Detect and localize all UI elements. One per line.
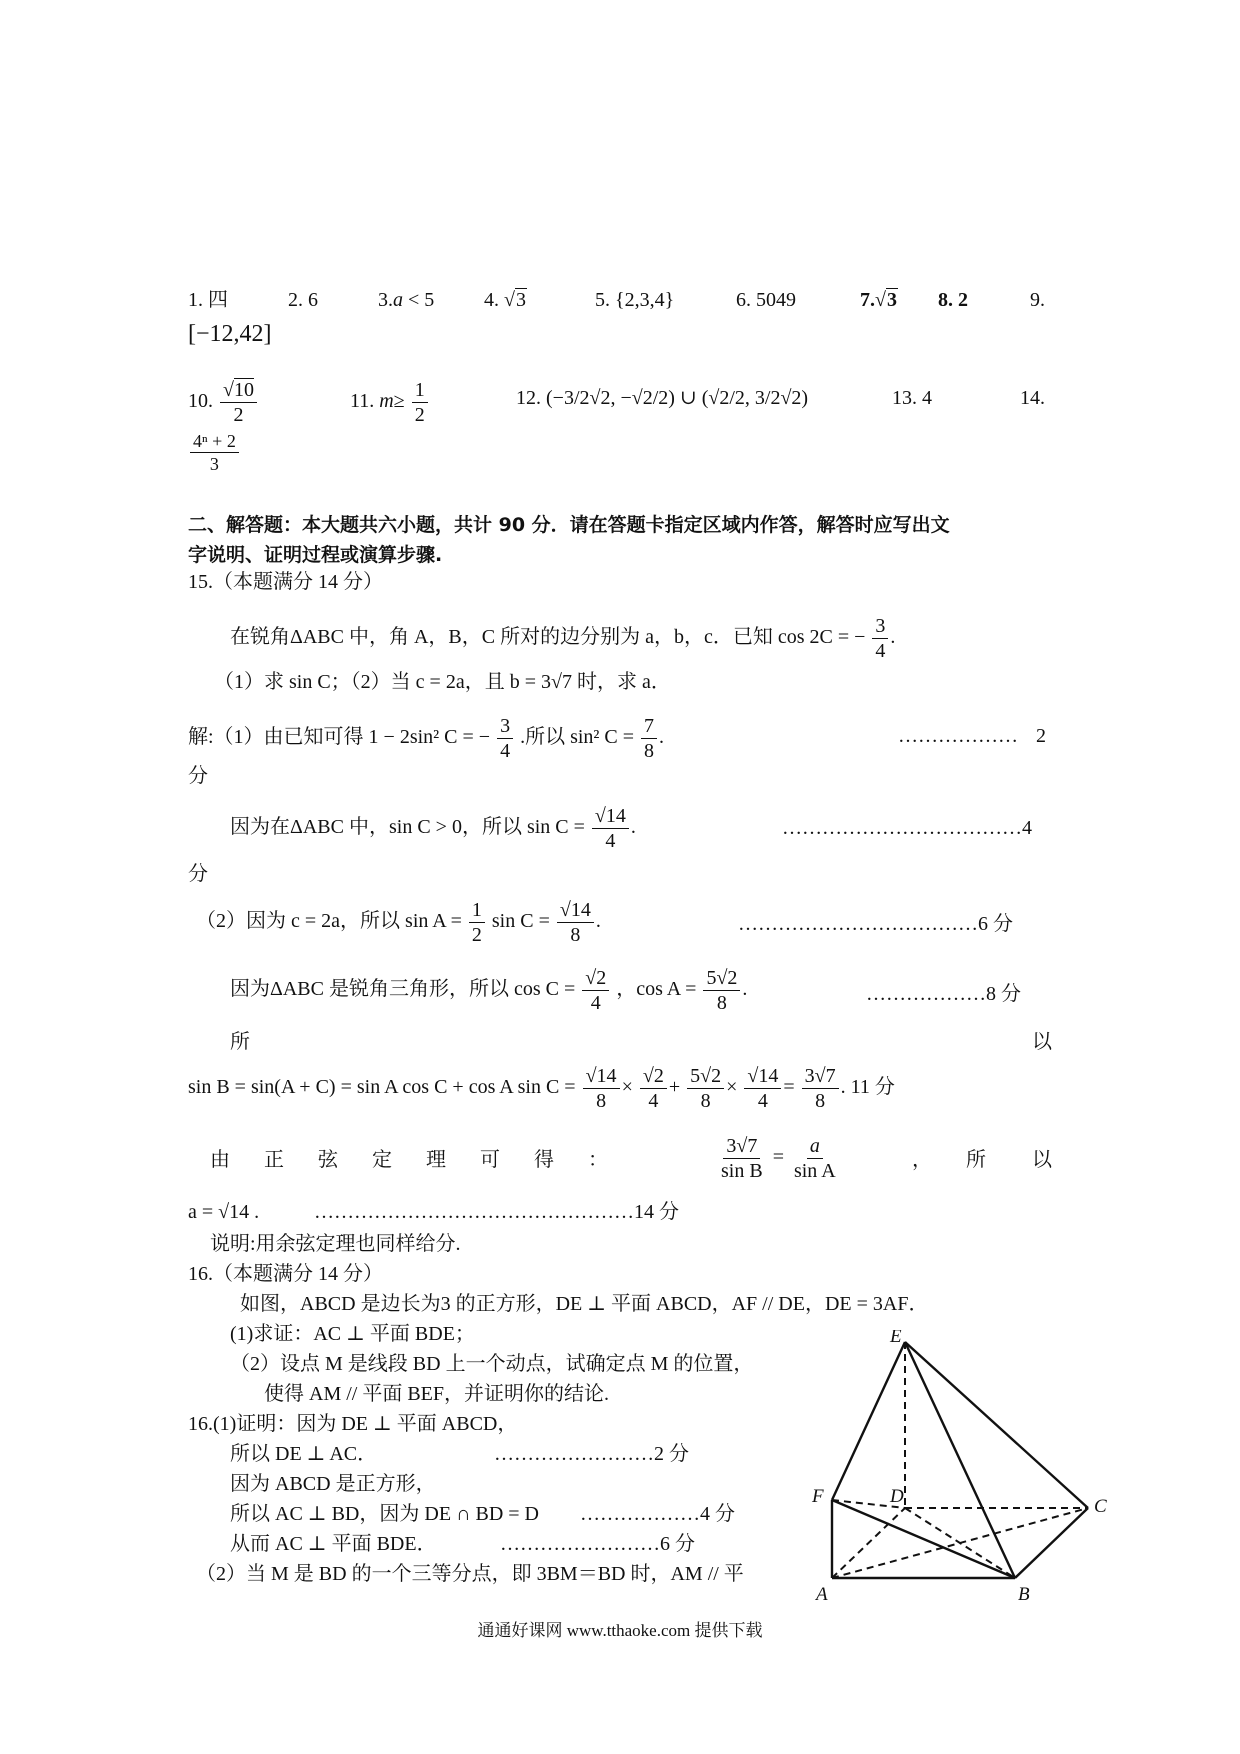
- q16-proof-3: 因为 ABCD 是正方形，: [230, 1473, 436, 1495]
- q15-step-3-dots: ………………………………6 分: [738, 913, 1013, 935]
- q16-proof-2-dots: ……………………2 分: [494, 1443, 689, 1465]
- answer-5: 5. {2,3,4}: [595, 289, 675, 311]
- q15-step-1-dots: ………………: [898, 725, 1018, 747]
- q15-so-right: 以: [1032, 1031, 1052, 1053]
- q16-part-2: （2）设点 M 是线段 BD 上一个动点，试确定点 M 的位置，: [230, 1353, 754, 1375]
- q16-proof-1: 16.(1)证明：因为 DE ⊥ 平面 ABCD，: [188, 1413, 518, 1435]
- q16-proof-6: （2）当 M 是 BD 的一个三等分点，即 3BM＝BD 时，AM // 平: [196, 1563, 744, 1585]
- label-D: D: [890, 1486, 904, 1507]
- q15-comma: ，: [912, 1149, 932, 1171]
- label-C: C: [1094, 1496, 1107, 1517]
- q15-subquestions: （1）求 sin C；（2）当 c = 2a，且 b = 3√7 时，求 a．: [214, 671, 671, 693]
- q15-step-6: sin B = sin(A + C) = sin A cos C + cos A sin C = $\frac{√14}{8}$ × $\frac{√2}{4}$ + $\frac{5√2}{8}$ × $\frac{√14}{4}$ = $\frac{3√7}{8}$ . 11 分: [188, 1065, 895, 1112]
- answer-9: 9.: [1030, 289, 1045, 311]
- answer-14-value: $\frac{\text{4ⁿ + 2}}{3}$: [188, 432, 241, 473]
- q16-proof-5: 从而 AC ⊥ 平面 BDE．: [230, 1533, 437, 1555]
- q15-result-dots: …………………………………………14 分: [314, 1201, 679, 1223]
- answer-12: 12. (−3/2√2, −√2/2) ∪ (√2/2, 3/2√2): [516, 387, 809, 409]
- q15-step-1: 解:（1）由已知可得 1 − 2sin² C = − $\frac{3}{4}$ .所以 sin² C = $\frac{7}{8}$ .: [188, 715, 665, 762]
- q15-step-3: （2）因为 c = 2a，所以 sin A = $\frac{1}{2}$ sin C = $\frac{√14}{8}$ .: [196, 899, 601, 946]
- q16-part-2-cont: 使得 AM // 平面 BEF，并证明你的结论.: [264, 1383, 610, 1405]
- answer-1: 1. 四: [188, 289, 228, 311]
- q15-so-left: 所: [230, 1031, 250, 1053]
- q15-so-left-2: 所: [966, 1149, 986, 1171]
- answer-2: 2. 6: [288, 289, 318, 311]
- section-title: 二、解答题：本大题共六小题，共计 90 分．请在答题卡指定区域内作答，解答时应写出文: [188, 514, 950, 536]
- q15-step-4-dots: ………………8 分: [866, 983, 1021, 1005]
- q16-proof-5-dots: ……………………6 分: [500, 1533, 695, 1555]
- q16-stem: 如图，ABCD 是边长为3 的正方形，DE ⊥ 平面 ABCD，AF // DE，DE = 3AF．: [240, 1293, 929, 1315]
- section-title-cont: 字说明、证明过程或演算步骤.: [188, 544, 443, 566]
- label-A: A: [816, 1584, 828, 1605]
- q15-header: 15.（本题满分 14 分）: [188, 571, 383, 593]
- q15-step-1-unit: 分: [188, 765, 208, 787]
- answer-10: 10. $\frac{√10}{2}$: [188, 380, 259, 425]
- edge-BC: [1015, 1508, 1088, 1578]
- q15-step-2: 因为在ΔABC 中，sin C > 0，所以 sin C = $\frac{√14}{4}$ .: [230, 805, 636, 852]
- answer-11: 11. m≥ $\frac{1}{2}$: [350, 380, 430, 425]
- answer-4: 4. √3: [484, 289, 526, 311]
- answer-8: 8. 2: [938, 289, 968, 311]
- label-F: F: [812, 1486, 824, 1507]
- geometry-figure: [810, 1330, 1120, 1620]
- footer: 通通好课网 www.tthaoke.com 提供下载: [477, 1621, 763, 1640]
- q15-step-7: 由 正 弦 定 理 可 得 ：: [210, 1149, 608, 1171]
- answer-7: 7.√3: [860, 289, 897, 311]
- q15-step-4: 因为ΔABC 是锐角三角形，所以 cos C = $\frac{√2}{4}$ ，cos A = $\frac{5√2}{8}$ .: [230, 967, 748, 1014]
- q15-step-2-dots: ………………………………4: [782, 817, 1032, 839]
- edge-FB: [832, 1500, 1015, 1578]
- q15-step-2-unit: 分: [188, 863, 208, 885]
- q15-sine-law: $\frac{3√7}{\text{sin B}}$ = $\frac{a}{\text{sin A}}$: [721, 1135, 836, 1182]
- q15-note: 说明:用余弦定理也同样给分.: [210, 1233, 461, 1255]
- q16-proof-4: 所以 AC ⊥ BD，因为 DE ∩ BD = D: [230, 1503, 539, 1525]
- q15-so-right-2: 以: [1032, 1149, 1052, 1171]
- q15-result: a = √14 .: [188, 1201, 260, 1223]
- q16-part-1: (1)求证：AC ⊥ 平面 BDE；: [230, 1323, 475, 1345]
- q16-header: 16.（本题满分 14 分）: [188, 1263, 383, 1285]
- edge-EF: [832, 1342, 905, 1500]
- answer-6: 6. 5049: [736, 289, 796, 311]
- q16-proof-4-dots: ………………4 分: [580, 1503, 735, 1525]
- q16-proof-2: 所以 DE ⊥ AC．: [230, 1443, 378, 1465]
- q15-stem: 在锐角ΔABC 中，角 A，B，C 所对的边分别为 a，b，c．已知 cos 2C = − $\frac{3}{4}$ .: [230, 615, 896, 662]
- edge-AC: [832, 1508, 1088, 1578]
- answer-3: 3.a < 5: [378, 289, 435, 311]
- q15-step-1-score: 2: [1036, 725, 1046, 747]
- answer-13: 13. 4: [892, 387, 932, 409]
- label-B: B: [1018, 1584, 1030, 1605]
- edge-EC: [905, 1342, 1088, 1508]
- label-E: E: [890, 1330, 902, 1347]
- answer-9-value: [−12,42]: [188, 321, 272, 347]
- answer-14: 14.: [1020, 387, 1045, 409]
